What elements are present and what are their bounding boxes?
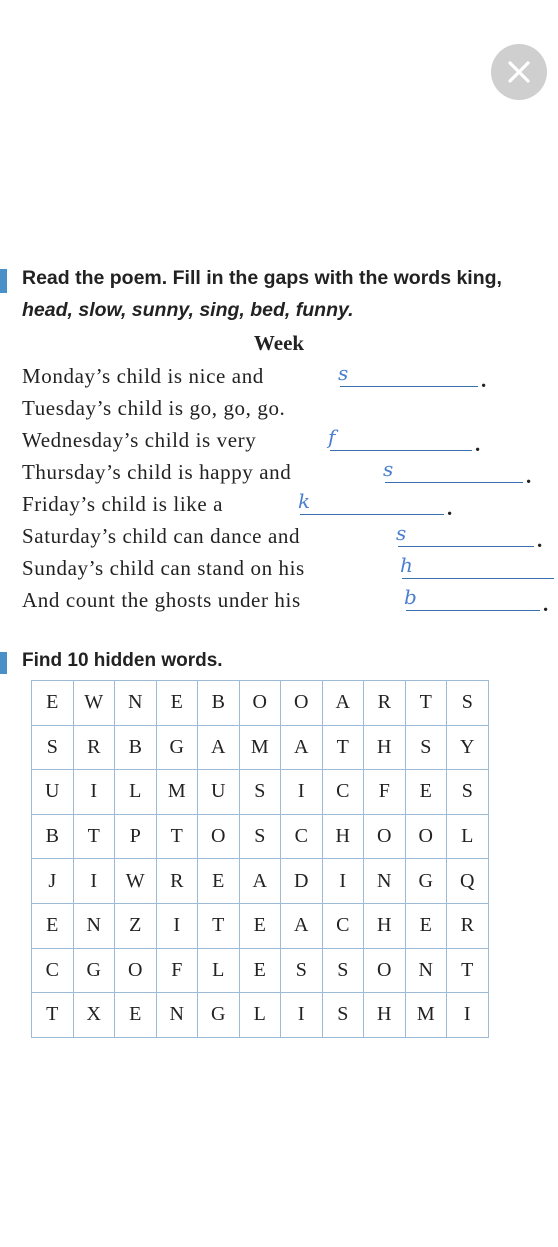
close-button[interactable] xyxy=(491,44,547,100)
grid-cell[interactable]: L xyxy=(239,993,281,1038)
grid-cell[interactable]: X xyxy=(73,993,115,1038)
grid-cell[interactable]: L xyxy=(198,948,240,993)
poem-line: And count the ghosts under his xyxy=(22,588,301,612)
word-search-grid xyxy=(31,680,489,1038)
grid-cell[interactable]: I xyxy=(281,770,323,815)
grid-cell[interactable]: T xyxy=(198,903,240,948)
grid-cell[interactable]: B xyxy=(32,814,74,859)
grid-cell[interactable]: I xyxy=(447,993,489,1038)
grid-cell[interactable]: O xyxy=(281,681,323,726)
grid-cell[interactable]: E xyxy=(32,681,74,726)
poem-line: Monday’s child is nice and xyxy=(22,364,264,388)
grid-cell[interactable]: M xyxy=(239,725,281,770)
grid-cell[interactable]: E xyxy=(156,681,198,726)
grid-cell[interactable]: W xyxy=(115,859,157,904)
grid-cell[interactable]: N xyxy=(405,948,447,993)
grid-cell[interactable]: D xyxy=(281,859,323,904)
answer-blank[interactable] xyxy=(402,578,554,579)
grid-cell[interactable]: U xyxy=(198,770,240,815)
line-end-period: . xyxy=(447,496,453,520)
grid-cell[interactable]: Z xyxy=(115,903,157,948)
grid-cell[interactable]: A xyxy=(322,681,364,726)
poem-line: Friday’s child is like a xyxy=(22,492,224,516)
grid-cell[interactable]: C xyxy=(322,903,364,948)
line-end-period: . xyxy=(481,368,487,392)
grid-cell[interactable]: O xyxy=(364,948,406,993)
grid-cell[interactable]: E xyxy=(32,903,74,948)
poem-line: Sunday’s child can stand on his xyxy=(22,556,305,580)
close-icon xyxy=(506,59,532,85)
answer-blank[interactable] xyxy=(385,482,523,483)
poem-line: Thursday’s child is happy and xyxy=(22,460,292,484)
line-end-period: . xyxy=(526,464,532,488)
poem-line: Tuesday’s child is go, go, go. xyxy=(22,396,286,420)
line-end-period: . xyxy=(475,432,481,456)
grid-cell[interactable]: A xyxy=(198,725,240,770)
grid-cell[interactable]: A xyxy=(239,859,281,904)
grid-cell[interactable]: L xyxy=(447,814,489,859)
grid-cell[interactable]: Q xyxy=(447,859,489,904)
grid-cell[interactable]: R xyxy=(364,681,406,726)
section-marker-task1 xyxy=(0,269,7,293)
task1-word-list: head, slow, sunny, sing, bed, funny. xyxy=(22,299,354,321)
grid-cell[interactable]: E xyxy=(239,948,281,993)
grid-cell[interactable]: O xyxy=(364,814,406,859)
grid-row xyxy=(32,681,489,726)
grid-cell[interactable]: G xyxy=(156,725,198,770)
grid-cell[interactable]: E xyxy=(405,770,447,815)
handwritten-hint: h xyxy=(400,553,413,577)
grid-cell[interactable]: O xyxy=(405,814,447,859)
poem-line: Wednesday’s child is very xyxy=(22,428,257,452)
grid-cell[interactable]: N xyxy=(73,903,115,948)
grid-cell[interactable]: N xyxy=(156,993,198,1038)
grid-cell[interactable]: I xyxy=(73,859,115,904)
grid-cell[interactable]: N xyxy=(364,859,406,904)
grid-cell[interactable]: R xyxy=(156,859,198,904)
grid-cell[interactable]: N xyxy=(115,681,157,726)
grid-cell[interactable]: H xyxy=(364,903,406,948)
answer-blank[interactable] xyxy=(406,610,540,611)
grid-cell[interactable]: S xyxy=(281,948,323,993)
grid-cell[interactable]: T xyxy=(447,948,489,993)
answer-blank[interactable] xyxy=(330,450,472,451)
grid-row xyxy=(32,814,489,859)
grid-cell[interactable]: I xyxy=(73,770,115,815)
grid-cell[interactable]: I xyxy=(281,993,323,1038)
grid-cell[interactable]: E xyxy=(115,993,157,1038)
grid-cell[interactable]: L xyxy=(115,770,157,815)
grid-cell[interactable]: E xyxy=(198,859,240,904)
grid-row xyxy=(32,859,489,904)
grid-cell[interactable]: G xyxy=(198,993,240,1038)
grid-cell[interactable]: T xyxy=(322,725,364,770)
grid-cell[interactable]: I xyxy=(322,859,364,904)
grid-cell[interactable]: E xyxy=(405,903,447,948)
grid-cell[interactable]: C xyxy=(281,814,323,859)
handwritten-hint: s xyxy=(383,457,394,481)
grid-cell[interactable]: F xyxy=(364,770,406,815)
grid-cell[interactable]: O xyxy=(239,681,281,726)
grid-cell[interactable]: T xyxy=(156,814,198,859)
grid-cell[interactable]: B xyxy=(198,681,240,726)
grid-cell[interactable]: R xyxy=(73,725,115,770)
poem-line: Saturday’s child can dance and xyxy=(22,524,301,548)
grid-cell[interactable]: S xyxy=(239,770,281,815)
grid-cell[interactable]: H xyxy=(364,725,406,770)
grid-row xyxy=(32,725,489,770)
grid-cell[interactable]: R xyxy=(447,903,489,948)
grid-cell[interactable]: S xyxy=(239,814,281,859)
answer-blank[interactable] xyxy=(300,514,444,515)
grid-cell[interactable]: U xyxy=(32,770,74,815)
poem-title: Week xyxy=(253,331,305,355)
grid-cell[interactable]: S xyxy=(447,770,489,815)
grid-cell[interactable]: T xyxy=(32,993,74,1038)
task2-instruction: Find 10 hidden words. xyxy=(22,650,223,671)
grid-cell[interactable]: S xyxy=(447,681,489,726)
grid-cell[interactable]: B xyxy=(115,725,157,770)
grid-cell[interactable]: F xyxy=(156,948,198,993)
grid-cell[interactable]: Y xyxy=(447,725,489,770)
handwritten-hint: f xyxy=(328,425,336,449)
grid-cell[interactable]: T xyxy=(405,681,447,726)
grid-cell[interactable]: S xyxy=(322,948,364,993)
grid-row xyxy=(32,993,489,1038)
task1-instruction: Read the poem. Fill in the gaps with the words king, xyxy=(22,267,502,289)
grid-cell[interactable]: E xyxy=(239,903,281,948)
grid-cell[interactable]: S xyxy=(32,725,74,770)
grid-row xyxy=(32,770,489,815)
grid-cell[interactable]: T xyxy=(73,814,115,859)
handwritten-hint: s xyxy=(338,361,349,385)
answer-blank[interactable] xyxy=(398,546,534,547)
grid-cell[interactable]: A xyxy=(281,903,323,948)
grid-cell[interactable]: O xyxy=(115,948,157,993)
grid-cell[interactable]: O xyxy=(198,814,240,859)
grid-cell[interactable]: H xyxy=(322,814,364,859)
grid-cell[interactable]: G xyxy=(405,859,447,904)
grid-cell[interactable]: P xyxy=(115,814,157,859)
handwritten-hint: s xyxy=(396,521,407,545)
grid-cell[interactable]: W xyxy=(73,681,115,726)
handwritten-hint: b xyxy=(404,585,417,609)
answer-blank[interactable] xyxy=(340,386,478,387)
grid-cell[interactable]: H xyxy=(364,993,406,1038)
grid-row xyxy=(32,948,489,993)
grid-cell[interactable]: S xyxy=(322,993,364,1038)
grid-cell[interactable]: M xyxy=(156,770,198,815)
line-end-period: . xyxy=(543,592,549,616)
line-end-period: . xyxy=(537,528,543,552)
grid-cell[interactable]: M xyxy=(405,993,447,1038)
handwritten-hint: k xyxy=(298,489,311,513)
grid-cell[interactable]: J xyxy=(32,859,74,904)
grid-cell[interactable]: C xyxy=(32,948,74,993)
grid-cell[interactable]: C xyxy=(322,770,364,815)
grid-cell[interactable]: S xyxy=(405,725,447,770)
section-marker-task2 xyxy=(0,652,7,674)
grid-row xyxy=(32,903,489,948)
grid-cell[interactable]: A xyxy=(281,725,323,770)
grid-cell[interactable]: G xyxy=(73,948,115,993)
grid-cell[interactable]: I xyxy=(156,903,198,948)
